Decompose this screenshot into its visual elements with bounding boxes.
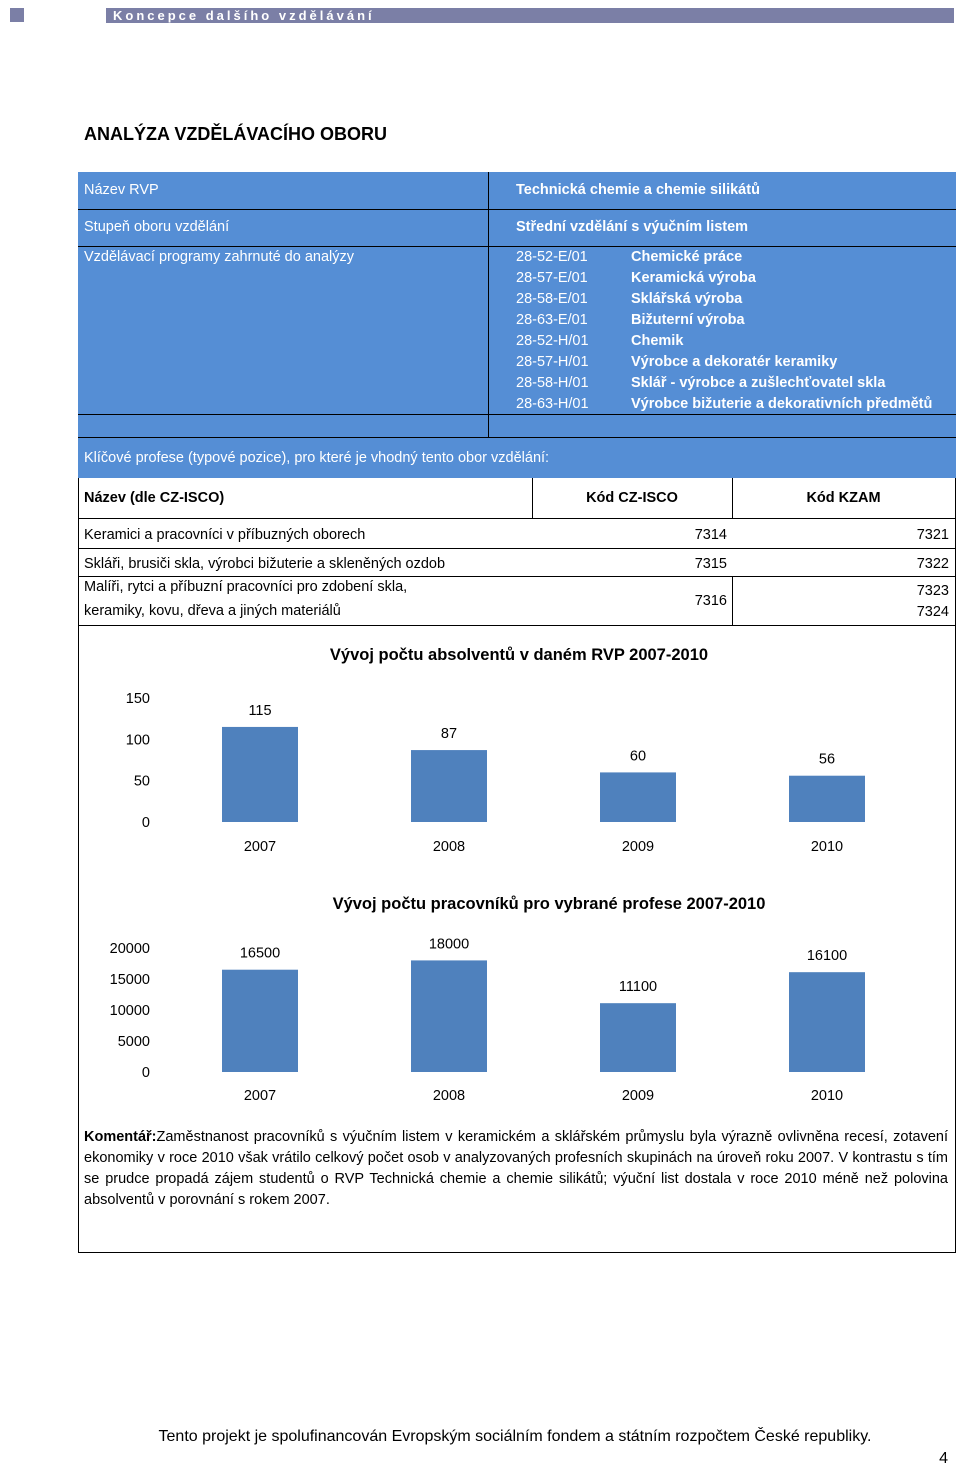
table-row-isco: 7314 <box>694 527 727 543</box>
data-label: 11100 <box>618 979 658 996</box>
graduates-bar-chart <box>80 632 954 870</box>
data-label: 115 <box>248 702 272 719</box>
program-code: 28-58-E/01 <box>516 291 588 307</box>
x-tick-label: 2010 <box>810 839 844 855</box>
program-code: 28-52-E/01 <box>516 249 588 265</box>
program-name: Výrobce bižuterie a dekorativních předmětů <box>631 396 933 412</box>
program-code: 28-52-H/01 <box>516 333 589 349</box>
x-tick-label: 2009 <box>621 1088 655 1104</box>
comment <box>84 1127 948 1211</box>
data-label: 16500 <box>239 945 281 962</box>
workers-bar-chart <box>80 882 954 1122</box>
y-tick-label: 0 <box>141 1065 150 1081</box>
program-name: Chemik <box>631 333 684 349</box>
programs-label: Vzdělávací programy zahrnuté do analýzy <box>84 249 355 265</box>
y-tick-label: 100 <box>125 732 150 749</box>
program-name: Bižuterní výroba <box>631 312 745 328</box>
level-value: Střední vzdělání s výučním listem <box>516 219 749 235</box>
table-row-kzam: 7322 <box>916 556 949 572</box>
x-tick-label: 2007 <box>243 839 277 855</box>
bar <box>222 727 298 822</box>
bar <box>222 970 298 1072</box>
y-tick-label: 5000 <box>117 1034 150 1050</box>
x-tick-label: 2007 <box>243 1088 277 1104</box>
program-name: Keramická výroba <box>631 270 756 286</box>
y-tick-label: 150 <box>125 691 150 707</box>
bar <box>789 972 865 1072</box>
y-tick-label: 50 <box>133 773 150 790</box>
comment-label: Komentář: <box>84 1129 157 1145</box>
chart-title: Vývoj počtu absolventů v daném RVP 2007-2010 <box>329 646 709 664</box>
page-number: 4 <box>939 1450 948 1467</box>
bar <box>411 750 487 822</box>
page-title: ANALÝZA VZDĚLÁVACÍHO OBORU <box>84 124 387 144</box>
data-label: 56 <box>818 751 836 768</box>
column-header-kzam: Kód KZAM <box>806 490 881 506</box>
y-tick-label: 15000 <box>109 972 150 988</box>
table-row-isco: 7316 <box>694 593 727 609</box>
data-label: 18000 <box>428 936 470 953</box>
bar <box>411 960 487 1072</box>
program-code: 28-57-H/01 <box>516 354 589 370</box>
header-title: Koncepce dalšího vzdělávání <box>113 8 375 23</box>
program-name: Sklář - výrobce a zušlechťovatel skla <box>631 375 886 391</box>
data-label: 16100 <box>806 948 848 965</box>
rvp-value: Technická chemie a chemie silikátů <box>516 182 760 198</box>
x-tick-label: 2008 <box>432 839 466 855</box>
x-tick-label: 2009 <box>621 839 655 855</box>
program-code: 28-58-H/01 <box>516 375 589 391</box>
table-row-name: Keramici a pracovníci v příbuzných oborech <box>84 527 366 543</box>
comment-text: Zaměstnanost pracovníků s výučním listem v keramickém a sklářském průmyslu byla výrazně ovlivněna recesí, zotavení ekonomiky v roce 2010 však vrátilo celkový počet osob v analyzovaných profesních skupinách na úroveň roku 2007. V kontrastu s tím se prudce propadá zájem studentů o RVP Technická chemie a chemie silikátů; výuční list dostala v roce 2010 méně než polovina absolventů v porovnání s rokem 2007. <box>84 1129 948 1208</box>
table-row-name: Skláři, brusiči skla, výrobci bižuterie a skleněných ozdob <box>84 556 446 572</box>
table-row-kzam: 7323 <box>916 583 949 599</box>
chart-title: Vývoj počtu pracovníků pro vybrané profese 2007-2010 <box>332 895 766 913</box>
x-tick-label: 2010 <box>810 1088 844 1104</box>
program-name: Sklářská výroba <box>631 291 743 307</box>
table-row-name: Malíři, rytci a příbuzní pracovníci pro zdobení skla, <box>84 579 408 595</box>
column-header-isco: Kód CZ-ISCO <box>586 490 678 506</box>
bar <box>600 772 676 822</box>
rvp-label: Název RVP <box>84 182 159 198</box>
level-label: Stupeň oboru vzdělání <box>84 219 230 235</box>
program-name: Výrobce a dekoratér keramiky <box>631 354 838 370</box>
program-name: Chemické práce <box>631 249 743 265</box>
program-code: 28-63-E/01 <box>516 312 588 328</box>
bar <box>789 776 865 822</box>
program-code: 28-63-H/01 <box>516 396 589 412</box>
x-tick-label: 2008 <box>432 1088 466 1104</box>
table-row-kzam: 7321 <box>916 527 949 543</box>
table-row-name-line2: keramiky, kovu, dřeva a jiných materiálů <box>84 603 341 619</box>
column-header-name: Název (dle CZ-ISCO) <box>84 490 225 506</box>
y-tick-label: 10000 <box>109 1003 150 1019</box>
program-code: 28-57-E/01 <box>516 270 588 286</box>
y-tick-label: 0 <box>141 815 150 831</box>
bar <box>600 1003 676 1072</box>
professions-heading: Klíčové profese (typové pozice), pro které je vhodný tento obor vzdělání: <box>84 450 550 466</box>
header-square-icon <box>10 8 24 22</box>
y-tick-label: 20000 <box>109 941 150 957</box>
footer-text: Tento projekt je spolufinancován Evropským sociálním fondem a státním rozpočtem České republiky. <box>158 1428 872 1445</box>
table-row-isco: 7315 <box>694 556 727 572</box>
data-label: 60 <box>629 748 647 765</box>
data-label: 87 <box>440 726 458 743</box>
table-row-kzam-line2: 7324 <box>916 604 949 620</box>
